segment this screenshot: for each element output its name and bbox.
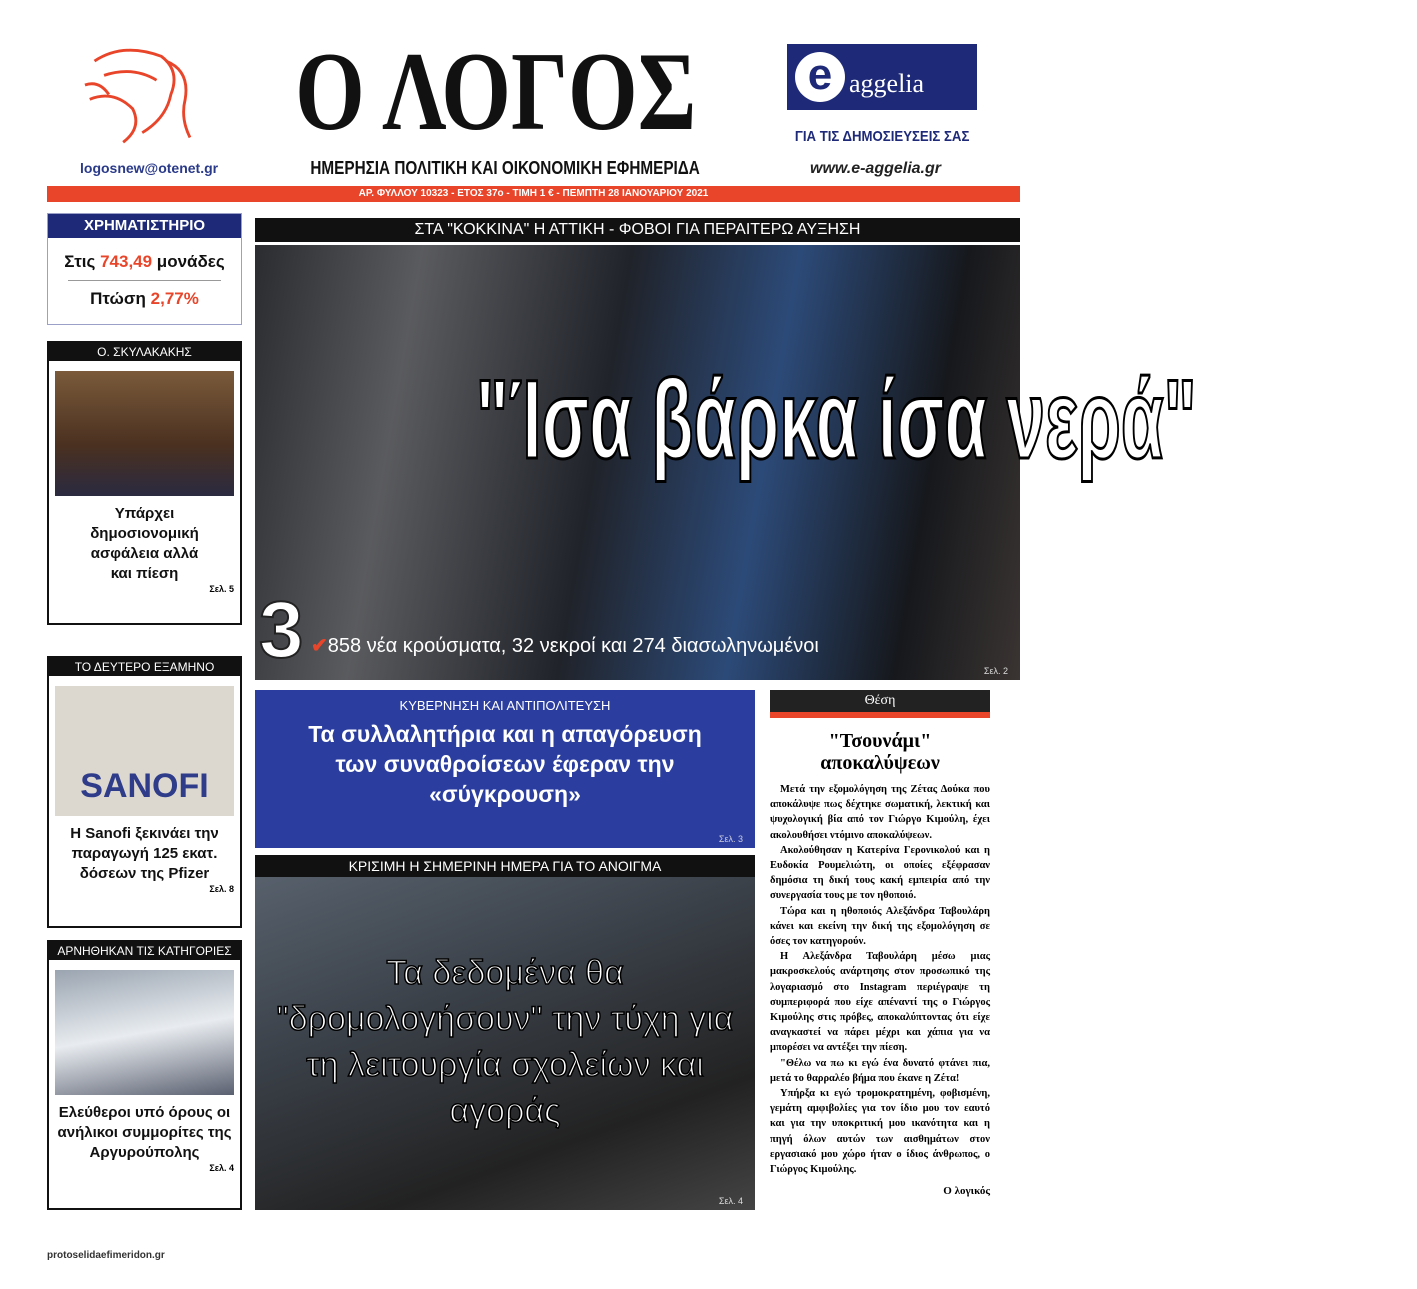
story-caption: Υπάρχει δημοσιονομική ασφάλεια αλλά και πίεση [90,505,199,582]
story-photo [55,371,234,496]
paragraph: Η Αλεξάνδρα Ταβουλάρη μέσω μιας μακροσκελούς ανάρτησης στον προσωπικό της λογαριασμό στο Instagram περιέγραψε τη συμπεριφορά που είχε απέναντί της ο Γιώργος Κιμούλης στις πρόβες, αποκαλύπτοντας ότι είχε αναγκαστεί να πάρει μέχρι και χάπια για να μπορέσει να αντέξει την πίεση. [770,951,990,1054]
story-headline: Τα δεδομένα θα "δρομολογήσουν" την τύχη για τη λειτουργία σχολείων και αγοράς [276,954,734,1130]
stock-drop-value: 2,77% [150,289,199,308]
checkmark-icon: ✔ [311,635,328,657]
lead-headline: "Ίσα βάρκα ίσα νερά" [475,357,1197,482]
story-caption: Η Sanofi ξεκινάει την παραγωγή 125 εκατ. δόσεων της Pfizer [70,825,219,882]
sanofi-logo: SANOFI [80,767,209,805]
lead-subline-text: 858 νέα κρούσματα, 32 νεκροί και 274 διασωληνωμένοι [327,635,819,657]
paragraph: Τώρα και η ηθοποιός Αλεξάνδρα Ταβουλάρη κάνει και εκείνη την δική της εξομολόγηση σε όσες τον κατηγορούν. [770,905,990,948]
paragraph: Μετά την εξομολόγηση της Ζέτας Δούκα που αποκάλυψε πως δέχτηκε σωματική, λεκτική και ψυχολογική βία από τον Γιώργο Κιμούλη, έχει ακολουθήσει ντόμινο αποκαλύψεων. [770,784,990,841]
stock-drop [48,289,241,309]
story-kicker: ΚΡΙΣΙΜΗ Η ΣΗΜΕΡΙΝΗ ΗΜΕΡΑ ΓΙΑ ΤΟ ΑΝΟΙΓΜΑ [255,855,755,877]
stock-points [48,252,241,272]
opinion-body [770,782,990,1177]
stock-points-suffix: μονάδες [152,252,225,271]
story-photo [55,686,234,816]
eaggelia-logo-name: aggelia [849,69,925,98]
eaggelia-logo-letter: e [795,52,845,102]
stock-points-prefix: Στις [64,252,101,271]
schools-story[interactable] [255,855,755,1210]
newspaper-subtitle: ΗΜΕΡΗΣΙΑ ΠΟΛΙΤΙΚΗ ΚΑΙ ΟΙΚΟΝΟΜΙΚΗ ΕΦΗΜΕΡΙΔΑ [310,158,700,178]
divider [68,280,221,281]
story-kicker: ΚΥΒΕΡΝΗΣΗ ΚΑΙ ΑΝΤΙΠΟΛΙΤΕΥΣΗ [399,698,611,713]
lead-story[interactable] [255,245,1197,680]
opinion-column [770,690,990,1197]
story-kicker: Ο. ΣΚΥΛΑΚΑΚΗΣ [49,343,240,361]
subtitle-area [255,158,755,179]
page-ref: Σελ. 4 [718,1196,743,1206]
newspaper-title: Ο ΛΟΓΟΣ [295,30,697,154]
page-ref: Σελ. 3 [718,834,743,844]
stock-drop-prefix: Πτώση [90,289,151,308]
stock-market-box [47,213,242,325]
story-photo [55,970,234,1095]
paragraph: "Θέλω να πω κι εγώ ένα δυνατό φτάνει πια, μετά το θαρραλέο βήμα που έκανε η Ζέτα! [770,1057,990,1084]
paragraph: Υπήρξα κι εγώ τρομοκρατημένη, φοβισμένη, γεμάτη αμφιβολίες για τον ίδιο μου τον εαυτό και για την υποκριτική μου ικανότητα και η πηγή όλων αυτών των αισθημάτων στον εργασιακό μου χώρο ήταν ο ίδιος άνθρωπος, ο Γιώργος Κιμούλης. [770,1088,990,1176]
paragraph: Ακολούθησαν η Κατερίνα Γερονικολού και η Ευδοκία Ρουμελιώτη, οι οποίες εξέφρασαν δημόσια τη δική τους κακή εμπειρία από την συνεργασία τους με τον ηθοποιό. [770,844,990,902]
eaggelia-ad[interactable] [787,44,977,110]
story-headline: Τα συλλαλητήρια και η απαγόρευση των συναθροίσεων έφεραν την «σύγκρουση» [308,721,702,807]
page-ref: Σελ. 8 [209,884,234,894]
lead-subline [311,633,819,658]
page-ref: Σελ. 4 [209,1163,234,1173]
issue-info-bar: ΑΡ. ΦΥΛΛΟΥ 10323 - ΕΤΟΣ 37ο - ΤΙΜΗ 1 € - ΠΕΜΠΤΗ 28 ΙΑΝΟΥΑΡΙΟΥ 2021 [47,186,1020,202]
opinion-headline: "Τσουνάμι" αποκαλύψεων [820,730,940,774]
page-ref: Σελ. 2 [983,666,1008,676]
ad-tagline-area [775,128,989,146]
stock-points-value: 743,49 [100,252,153,271]
lead-kicker: ΣΤΑ "ΚΟΚΚΙΝΑ" Η ΑΤΤΙΚΗ - ΦΟΒΟΙ ΓΙΑ ΠΕΡΑΙΤΕΡΩ ΑΥΞΗΣΗ [255,218,1020,242]
section-label: Θέση [770,690,990,718]
story-kicker: ΑΡΝΗΘΗΚΑΝ ΤΙΣ ΚΑΤΗΓΟΡΙΕΣ [49,942,240,960]
story-kicker: ΤΟ ΔΕΥΤΕΡΟ ΕΞΑΜΗΝΟ [49,658,240,676]
contact-email[interactable]: logosnew@otenet.gr [80,160,219,176]
sidebar-story-skylakakis[interactable] [47,341,242,625]
ad-tagline: ΓΙΑ ΤΙΣ ΔΗΜΟΣΙΕΥΣΕΙΣ ΣΑΣ [794,128,970,145]
logo-emblem [72,42,222,147]
story-caption: Ελεύθεροι υπό όρους οι ανήλικοι συμμορίτες της Αργυρούπολης [57,1104,232,1161]
watermark: protoselidaefimeridon.gr [47,1250,165,1261]
page-ref: Σελ. 5 [209,584,234,594]
politics-story[interactable] [255,690,755,848]
masthead-title-area [245,30,745,154]
lead-headline-area [255,355,1197,485]
author: Ο λογικός [943,1185,990,1198]
stock-header: ΧΡΗΜΑΤΙΣΤΗΡΙΟ [48,214,241,238]
sidebar-story-arrest[interactable] [47,940,242,1210]
lead-digit: 3 [259,585,304,674]
ad-url[interactable]: www.e-aggelia.gr [810,160,941,177]
sidebar-story-sanofi[interactable] [47,656,242,928]
